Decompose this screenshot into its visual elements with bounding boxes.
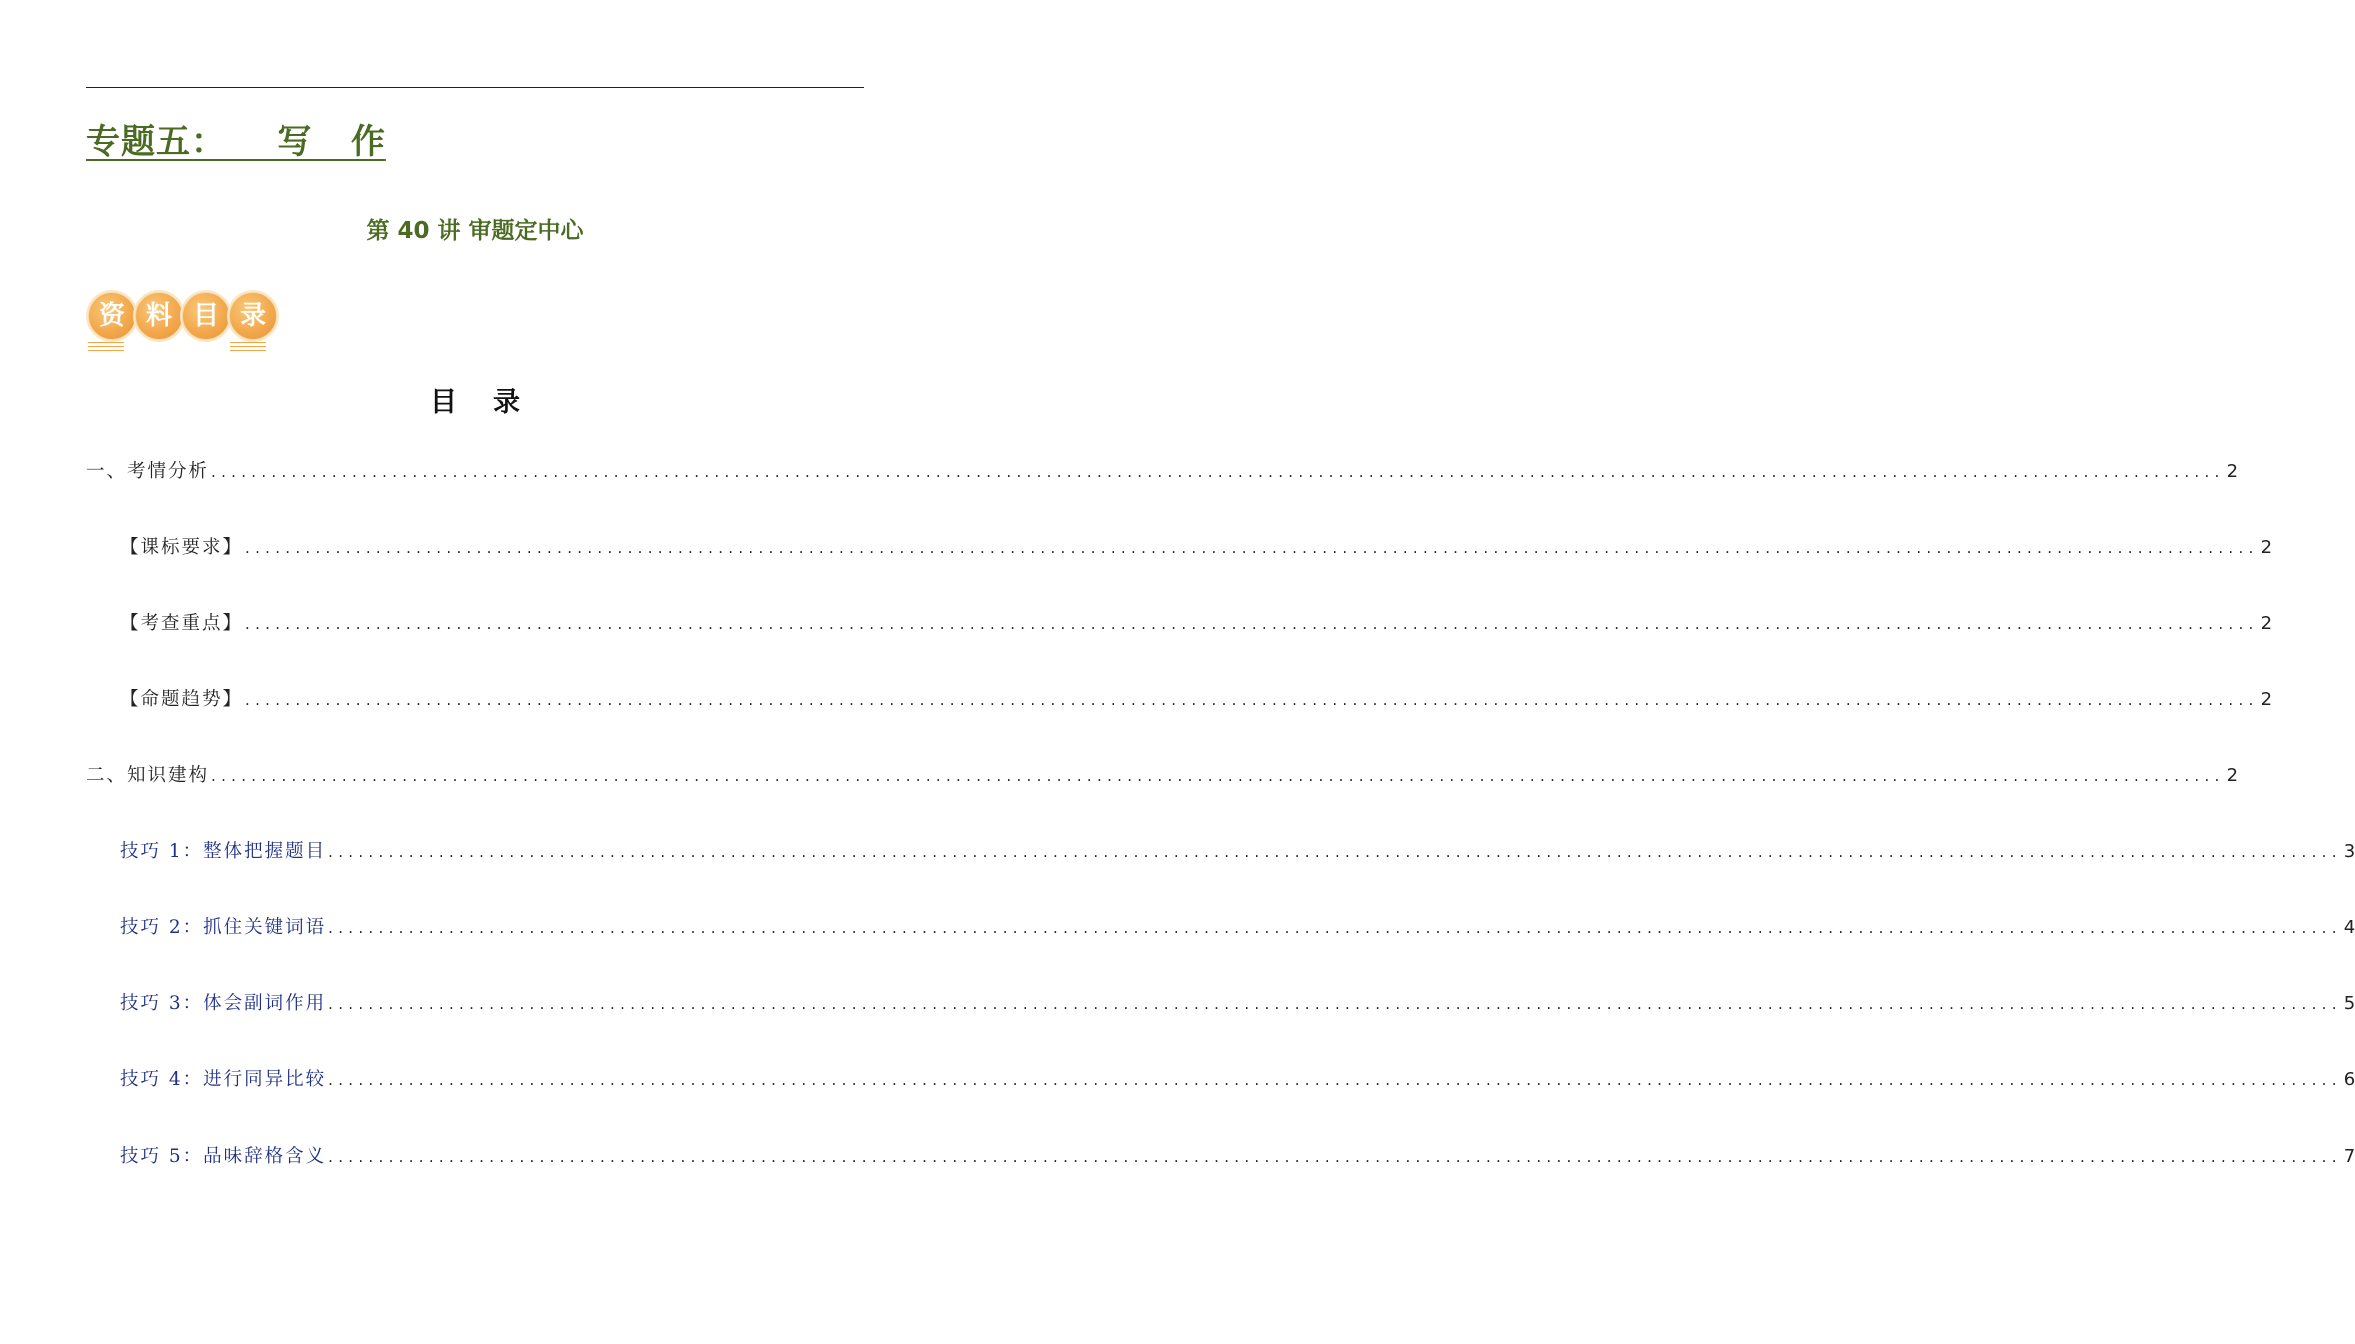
header-rule <box>86 87 864 88</box>
toc-entry-skill-2[interactable] <box>120 915 2355 941</box>
toc-entry-skill-4[interactable] <box>120 1067 2355 1093</box>
toc-leader-dots: ........................................................................................................................................................................................................ <box>211 463 2225 481</box>
toc-entry-label: 【课标要求】 <box>120 537 244 558</box>
badge-decor-lines-left <box>88 342 124 352</box>
toc-entry-label: 一、考情分析 <box>86 461 210 482</box>
toc-leader-dots: ........................................................................................................................................................................................................ <box>328 1071 2342 1089</box>
toc-page-number: 2 <box>2260 537 2273 558</box>
badge-char: 料 <box>135 292 183 340</box>
badge-char: 资 <box>88 292 136 340</box>
toc-entry-label: 技巧 5：品味辞格含义 <box>120 1146 327 1167</box>
toc-page-number: 2 <box>2226 461 2239 482</box>
toc-entry-skill-5[interactable] <box>120 1144 2355 1170</box>
toc-leader-dots: ........................................................................................................................................................................................................ <box>245 691 2259 709</box>
toc-leader-dots: ........................................................................................................................................................................................................ <box>245 539 2259 557</box>
topic-title: 专题五： 写 作 <box>86 122 386 162</box>
toc-entry-knowledge[interactable] <box>86 763 2239 789</box>
toc-page-number: 7 <box>2343 1146 2355 1167</box>
toc-leader-dots: ........................................................................................................................................................................................................ <box>245 615 2259 633</box>
contents-badge <box>88 292 272 354</box>
toc-page-number: 2 <box>2226 765 2239 786</box>
toc-page-number: 6 <box>2343 1069 2355 1090</box>
toc-leader-dots: ........................................................................................................................................................................................................ <box>328 995 2342 1013</box>
toc-leader-dots: ........................................................................................................................................................................................................ <box>328 919 2342 937</box>
toc-page-number: 4 <box>2343 917 2355 938</box>
badge-char: 录 <box>229 292 277 340</box>
toc-entry-label: 技巧 3：体会副词作用 <box>120 993 327 1014</box>
toc-entry-skill-1[interactable] <box>120 839 2355 865</box>
toc-page-number: 5 <box>2343 993 2355 1014</box>
toc-page-number: 3 <box>2343 841 2355 862</box>
badge-decor-lines-right <box>230 342 266 352</box>
toc-leader-dots: ........................................................................................................................................................................................................ <box>211 767 2225 785</box>
toc-leader-dots: ........................................................................................................................................................................................................ <box>328 843 2342 861</box>
toc-entry-skill-3[interactable] <box>120 991 2355 1017</box>
toc-page-number: 2 <box>2260 613 2273 634</box>
toc-entry-label: 技巧 2：抓住关键词语 <box>120 917 327 938</box>
toc-page-number: 2 <box>2260 689 2273 710</box>
toc-entry-curriculum[interactable] <box>120 535 2273 561</box>
toc-entry-label: 二、知识建构 <box>86 765 210 786</box>
toc-entry-label: 技巧 1：整体把握题目 <box>120 841 327 862</box>
toc-heading: 目录 <box>430 387 556 418</box>
toc-leader-dots: ........................................................................................................................................................................................................ <box>328 1148 2342 1166</box>
badge-char: 目 <box>182 292 230 340</box>
toc-entry-label: 技巧 4：进行同异比较 <box>120 1069 327 1090</box>
toc-entry-key-points[interactable] <box>120 611 2273 637</box>
toc-entry-exam-analysis[interactable] <box>86 459 2239 485</box>
toc-entry-trends[interactable] <box>120 687 2273 713</box>
toc-entry-label: 【命题趋势】 <box>120 689 244 710</box>
toc-entry-label: 【考查重点】 <box>120 613 244 634</box>
lecture-title: 第 40 讲 审题定中心 <box>366 218 584 244</box>
